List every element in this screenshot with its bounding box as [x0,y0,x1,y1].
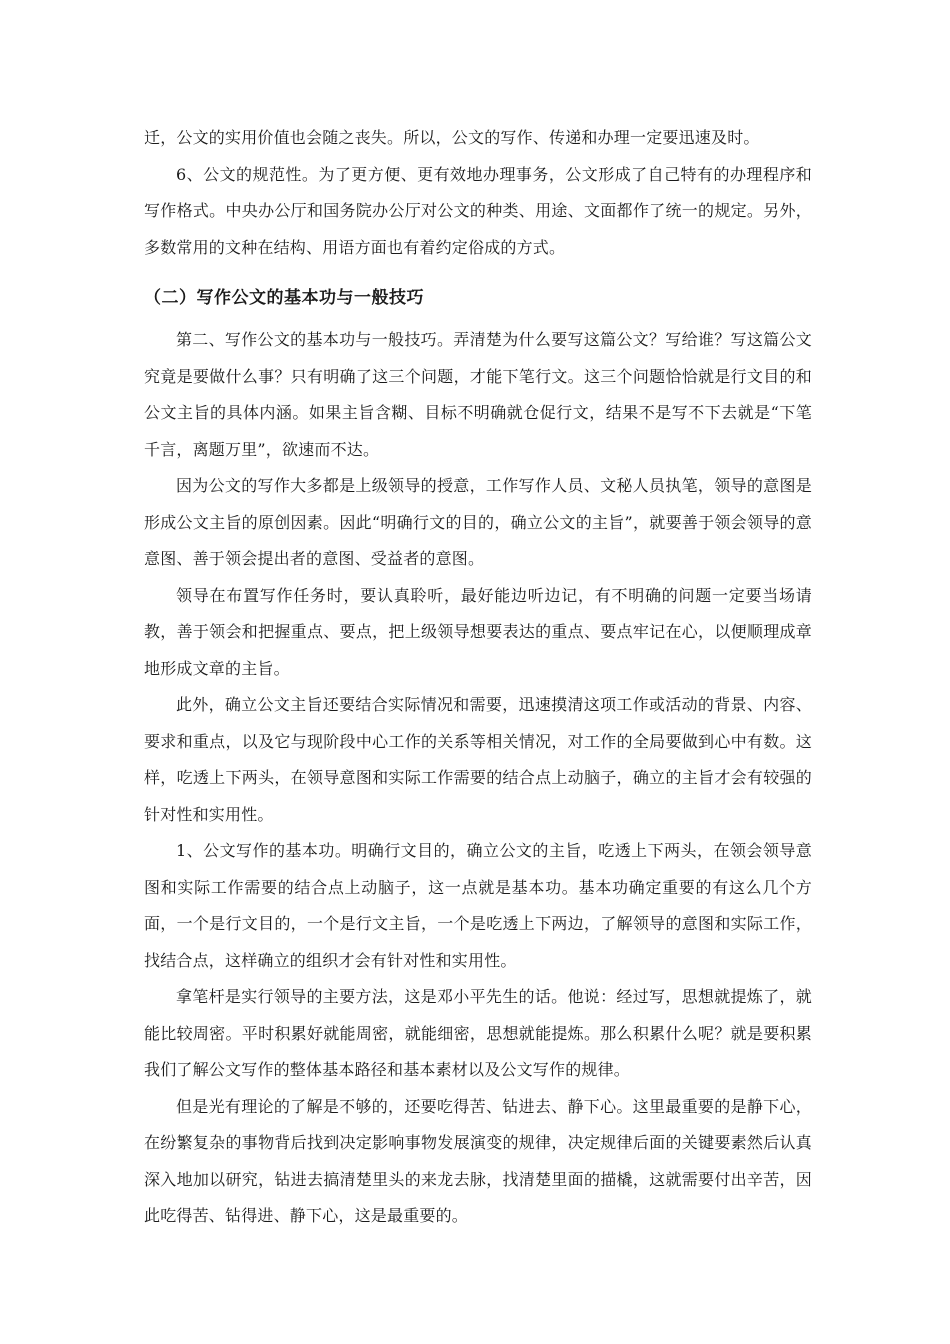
paragraph-context: 此外，确立公文主旨还要结合实际情况和需要，迅速摸清这项工作或活动的背景、内容、要求和重点，以及它与现阶段中心工作的关系等相关情况，对工作的全局要做到心中有数。这样，吃透上下两头，在领导意图和实际工作需要的结合点上动脑子，确立的主旨才会有较强的针对性和实用性。 [144,695,812,824]
paragraph-continuation: 迁，公文的实用价值也会随之丧失。所以，公文的写作、传递和办理一定要迅速及时。 [144,128,760,147]
paragraph-hard-work: 但是光有理论的了解是不够的，还要吃得苦、钻进去、静下心。这里最重要的是静下心，在纷繁复杂的事物背后找到决定影响事物发展演变的规律，决定规律后面的关键要素然后认真深入地加以研究，钻进去搞清楚里头的来龙去脉，找清楚里面的描橇，这就需要付出辛苦，因此吃得苦、钻得进、静下心，这是最重要的。 [144,1096,812,1225]
paragraph-normativity: 6、公文的规范性。为了更方便、更有效地办理事务，公文形成了自己特有的办理程序和写作格式。中央办公厅和国务院办公厅对公文的种类、用途、文面都作了统一的规定。另外，多数常用的文种在结构、用语方面也有着约定俗成的方式。 [144,164,812,257]
paragraph-listening: 领导在布置写作任务时，要认真聆听，最好能边听边记，有不明确的问题一定要当场请教，善于领会和把握重点、要点，把上级领导想要表达的重点、要点牢记在心，以便顺理成章地形成文章的主旨。 [144,585,812,678]
section-heading: （二）写作公文的基本功与一般技巧 [144,288,424,308]
paragraph-leadership-intent: 因为公文的写作大多都是上级领导的授意，工作写作人员、文秘人员执笔，领导的意图是形成公文主旨的原创因素。因此“明确行文的目的，确立公文的主旨”，就要善于领会领导的意意图、善于领会提出者的意图、受益者的意图。 [144,476,812,568]
paragraph-writing-quote: 拿笔杆是实行领导的主要方法，这是邓小平先生的话。他说：经过写，思想就提炼了，就能比较周密。平时积累好就能周密，就能细密，思想就能提炼。那么积累什么呢？就是要积累我们了解公文写作的整体基本路径和基本素材以及公文写作的规律。 [144,987,812,1079]
document-body [144,120,812,1235]
paragraph-basic-skill: 1、公文写作的基本功。明确行文目的，确立公文的主旨，吃透上下两头，在领会领导意图和实际工作需要的结合点上动脑子，这一点就是基本功。基本功确定重要的有这么几个方面，一个是行文目的，一个是行文主旨，一个是吃透上下两边，了解领导的意图和实际工作，找结合点，这样确立的组织才会有针对性和实用性。 [144,841,812,970]
paragraph-intro: 第二、写作公文的基本功与一般技巧。弄清楚为什么要写这篇公文？写给谁？写这篇公文究竟是要做什么事？只有明确了这三个问题，才能下笔行文。这三个问题恰恰就是行文目的和公文主旨的具体内涵。如果主旨含糊、目标不明确就仓促行文，结果不是写不下去就是“下笔千言，离题万里”，欲速而不达。 [144,330,812,459]
